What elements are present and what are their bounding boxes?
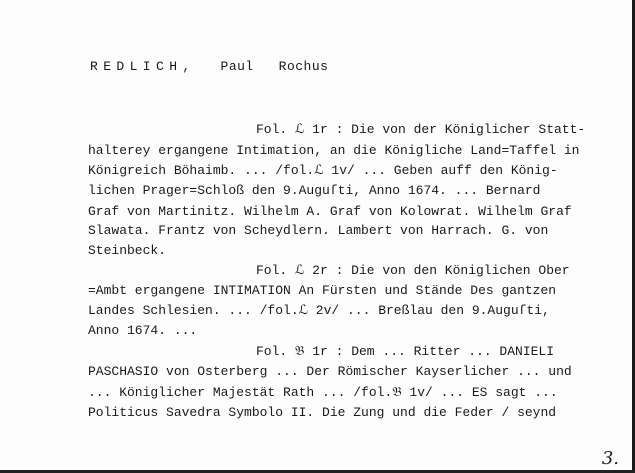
text-line-11: Anno 1674. ...	[88, 323, 198, 338]
text-line-13: PASCHASIO von Osterberg ... Der Römischer Kayserlicher ... und	[88, 364, 572, 379]
text-line-5: Graf von Martinitz. Wilhelm A. Graf von Kolowrat. Wilhelm Graf	[88, 204, 572, 219]
text-line-9: =Ambt ergangene INTIMATION An Fürsten und Stände Des gantzen	[88, 283, 557, 298]
text-line-1: Fol. ℒ 1r : Die von der Königlicher Statt-	[256, 122, 586, 137]
page-number: 3.	[601, 448, 619, 469]
card-header	[90, 59, 328, 74]
text-line-14: ... Königlicher Majestät Rath ... /fol.𝔅 1v/ ... ES sagt ...	[88, 385, 558, 400]
text-line-12: Fol. 𝔅 1r : Dem ... Ritter ... DANIELI	[256, 344, 555, 359]
text-line-6: Slawata. Frantz von Scheydlern. Lambert von Harrach. G. von	[88, 223, 549, 238]
text-line-2: halterey ergangene Intimation, an die Königliche Land=Taffel in	[88, 143, 580, 158]
text-line-3: Königreich Böhaimb. ... /fol.ℒ 1v/ ... Geben auff den König-	[88, 163, 558, 178]
given-name: Paul	[220, 59, 254, 74]
text-line-4: lichen Prager=Schloß den 9.Auguſti, Anno 1674. ... Bernard	[88, 183, 541, 198]
surname: REDLICH,	[90, 59, 196, 74]
middle-name: Rochus	[278, 59, 329, 74]
text-line-8: Fol. ℒ 2r : Die von den Königlichen Ober	[256, 263, 570, 278]
text-line-10: Landes Schlesien. ... /fol.ℒ 2v/ ... Breßlau den 9.Auguſti,	[88, 303, 550, 318]
text-line-15: Politicus Savedra Symbolo II. Die Zung und die Feder / seynd	[88, 405, 557, 420]
text-line-7: Steinbeck.	[88, 243, 167, 258]
